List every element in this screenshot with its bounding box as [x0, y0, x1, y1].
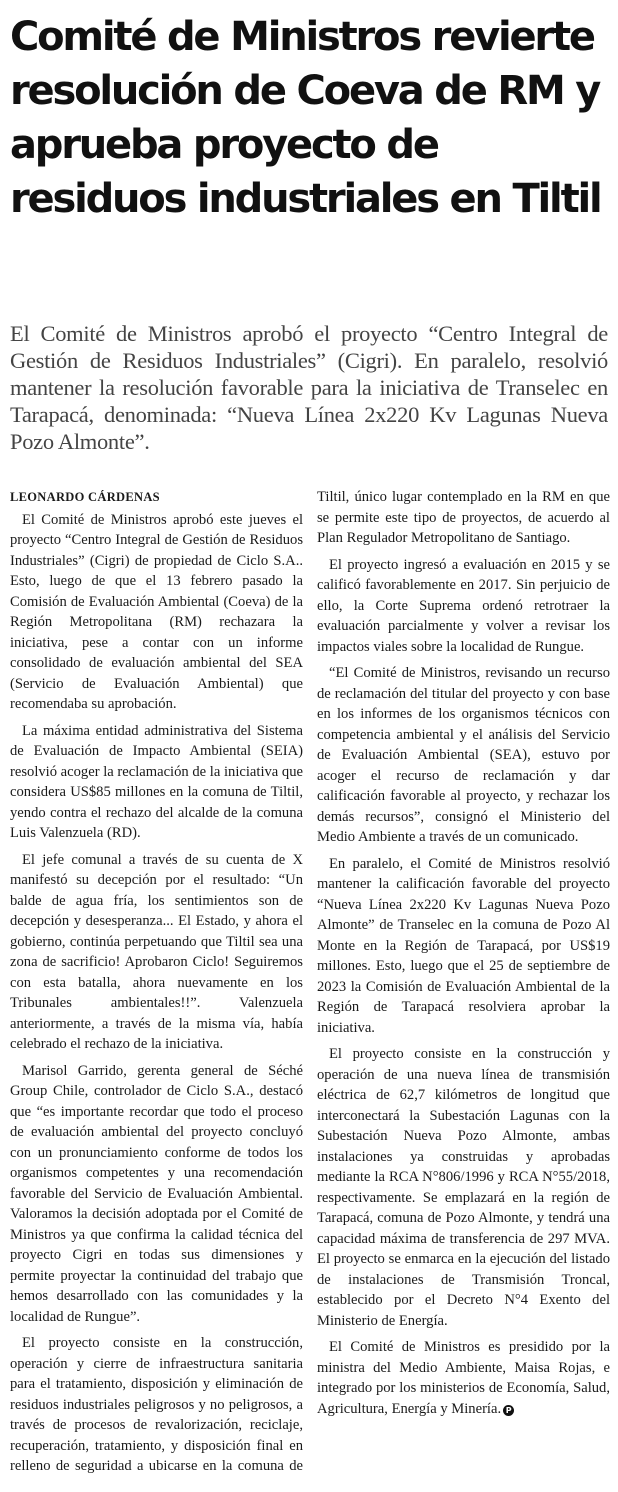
- body-paragraph: El proyecto ingresó a evaluación en 2015 y se calificó favorablemente en 2017. Sin perjuicio de ello, la Corte Suprema ordenó retrotraer la evaluación parcialmente y volver a revisar los impactos viales sobre la localidad de Rungue.: [317, 556, 610, 655]
- article-byline: LEONARDO CÁRDENAS: [10, 490, 160, 504]
- body-paragraph: La máxima entidad administrativa del Sistema de Evaluación de Impacto Ambiental (SEIA) resolvió acoger la reclamación de la iniciativa que considera US$85 millones en la comuna de Tiltil, yendo contra el rechazo del alcalde de la comuna Luis Valenzuela (RD).: [10, 722, 303, 841]
- last-paragraph-text: El Comité de Ministros es presidido por la ministra del Medio Ambiente, Maisa Rojas, e integrado por los ministerios de Economía, Salud, Agricultura, Energía y Minería.: [317, 1339, 610, 1417]
- body-paragraph: Marisol Garrido, gerenta general de Séché Group Chile, controlador de Ciclo S.A., destacó que “es importante recordar que todo el proceso de evaluación ambiental del proyecto concluyó con un pronunciamiento conforme de todos los organismos competentes y una recomendación favorable del Servicio de Evaluación Ambiental. Valoramos la decisión adoptada por el Comité de Ministros ya que confirma la calidad técnica del proyecto Cigri en todas sus dimensiones y permite proyectar la continuidad del trabajo que hemos desarrollado con las comunidades y la localidad de Rungue”.: [10, 1062, 303, 1325]
- body-paragraph: En paralelo, el Comité de Ministros resolvió mantener la calificación favorable del proyecto “Nueva Línea 2x220 Kv Lagunas Nueva Pozo Almonte” de Transelec en la comuna de Pozo Al Monte en la Región de Tarapacá, por US$19 millones. Esto, luego que el 25 de septiembre de 2023 la Comisión de Evaluación Ambiental de la Región de Tarapacá resolviera aprobar la iniciativa.: [317, 855, 610, 1036]
- body-paragraph-last: [317, 1337, 610, 1419]
- body-paragraph: El proyecto consiste en la construcción y operación de una nueva línea de transmisión eléctrica de 62,7 kilómetros de longitud que interconectará la Subestación Lagunas con la Subestación Nueva Pozo Almonte, ambas instalaciones ya construidas y aprobadas mediante la RCA N°806/1996 y RCA N°55/2018, respectivamente. Se emplazará en la región de Tarapacá, comuna de Pozo Almonte, y tendrá una capacidad máxima de transferencia de 297 MVA. El proyecto se enmarca en la ejecución del listado de instalaciones de Transmisión Troncal, establecido por el Decreto N°4 Exento del Ministerio de Energía.: [317, 1046, 610, 1329]
- body-paragraph: El Comité de Ministros aprobó este jueves el proyecto “Centro Integral de Gestión de Residuos Industriales” (Cigri) de propiedad de Ciclo S.A.. Esto, luego de que el 13 febrero pasado la Comisión de Evaluación Ambiental (Coeva) de la Región Metropolitana (RM) rechazara la iniciativa, pese a contar con un informe consolidado de evaluación ambiental del SEA (Servicio de Evaluación Ambiental) que recomendaba su aprobación.: [10, 511, 303, 712]
- article-headline: Comité de Ministros revierte resolución de Coeva de RM y aprueba proyecto de residuos industriales en Tiltil: [10, 14, 601, 222]
- body-paragraph: El proyecto consiste en la construcción, operación y cierre de infraestructura sanitaria para el tratamiento, disposición y eliminación de residuos industriales peligrosos y no peligrosos, a través de procesos de revalorización, reciclaje, recuperación, tratamiento, y disposición final en relleno de seguridad a ubicarse en la comuna de Tiltil, único lugar contemplado en la RM en que se permite este tipo de proyectos, de acuerdo al Plan Regulador Metropolitano de Santiago.: [10, 489, 610, 1474]
- end-of-article-icon: P: [503, 1405, 514, 1416]
- article-body: [10, 487, 610, 1487]
- body-paragraph: El jefe comunal a través de su cuenta de X manifestó su decepción por el resultado: “Un balde de agua fría, los sentimientos son de decepción y desesperanza... El Estado, y ahora el gobierno, continúa perpetuando que Tiltil sea una zona de sacrificio! Aprobaron Ciclo! Seguiremos con esta batalla, ahora nuevamente en los Tribunales ambientales!!”. Valenzuela anteriormente, a través de la misma vía, había celebrado el rechazo de la iniciativa.: [10, 851, 303, 1052]
- body-paragraph: “El Comité de Ministros, revisando un recurso de reclamación del titular del proyecto y con base en los informes de los organismos técnicos con competencia ambiental y el análisis del Servicio de Evaluación Ambiental (SEA), estuvo por acoger el recurso de reclamación y dar calificación favorable al proyecto, y rechazar los demás recursos”, consignó el Ministerio del Medio Ambiente a través de un comunicado.: [317, 665, 610, 845]
- article-lead: El Comité de Ministros aprobó el proyecto “Centro Integral de Gestión de Residuos Industriales” (Cigri). En paralelo, resolvió mantener la resolución favorable para la iniciativa de Transelec en Tarapacá, denominada: “Nueva Línea 2x220 Kv Lagunas Nueva Pozo Almonte”.: [10, 321, 608, 454]
